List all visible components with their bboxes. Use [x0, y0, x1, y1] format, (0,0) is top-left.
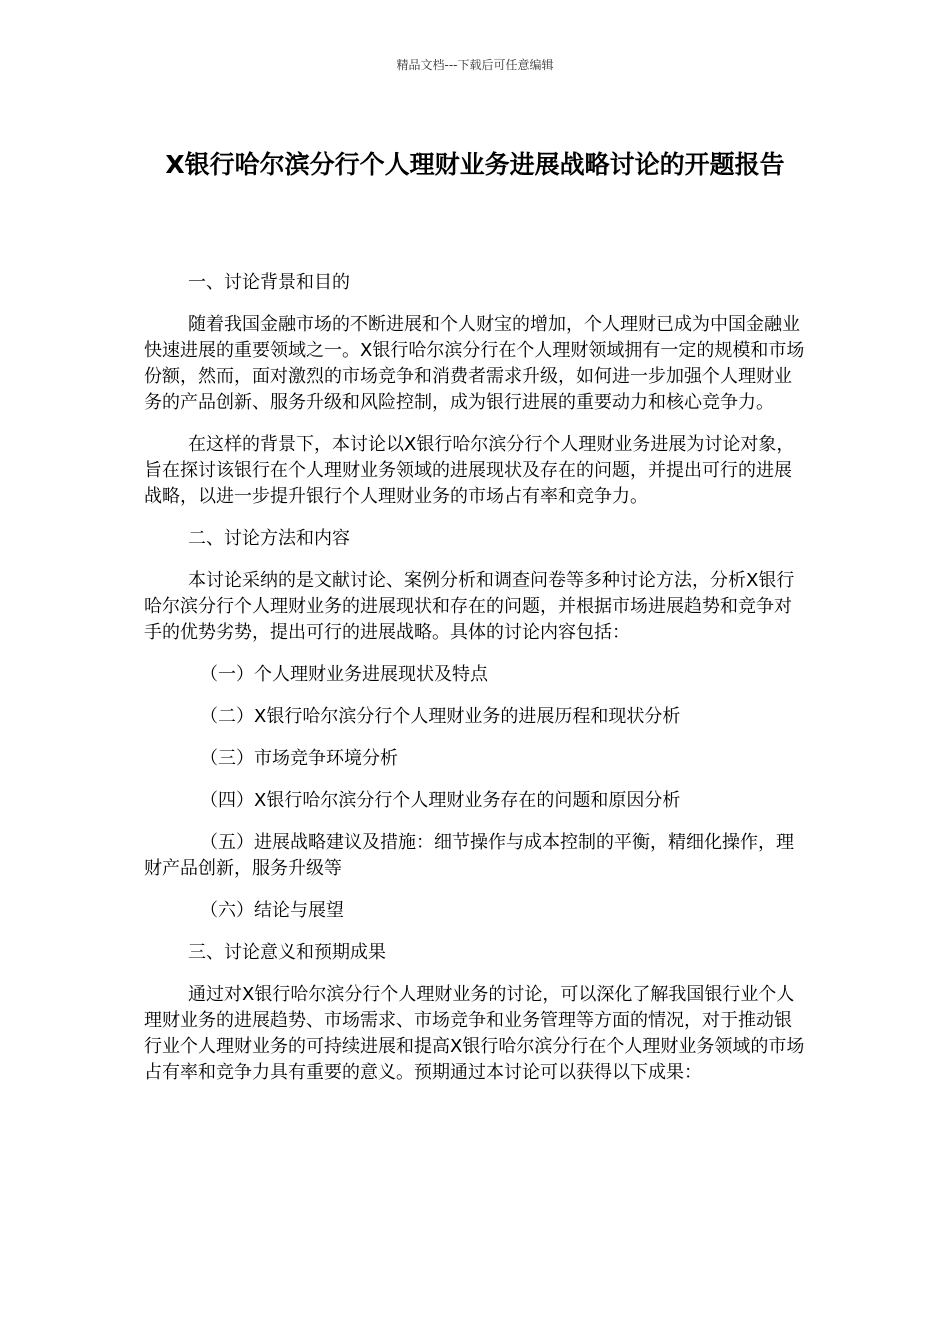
- list-item: （二）X银行哈尔滨分行个人理财业务的进展历程和现状分析: [200, 706, 681, 727]
- body-paragraph: 通过对X银行哈尔滨分行个人理财业务的讨论，可以深化了解我国银行业个人理财业务的进展趋势、市场需求、市场竞争和业务管理等方面的情况，对于推动银行业个人理财业务的可持续进展和提高X银行哈尔滨分行在个人理财业务领域的市场占有率和竞争力具有重要的意义。预期通过本讨论可以获得以下成果：: [144, 984, 805, 1083]
- section-heading: 一、讨论背景和目的: [188, 272, 350, 293]
- list-item: （一）个人理财业务进展现状及特点: [200, 664, 488, 685]
- section-heading: 三、讨论意义和预期成果: [188, 942, 386, 963]
- section-heading: 二、讨论方法和内容: [188, 528, 350, 549]
- body-paragraph: 在这样的背景下，本讨论以X银行哈尔滨分行个人理财业务进展为讨论对象，旨在探讨该银行在个人理财业务领域的进展现状及存在的问题，并提出可行的进展战略，以进一步提升银行个人理财业务的市场占有率和竞争力。: [144, 434, 795, 507]
- list-item: （四）X银行哈尔滨分行个人理财业务存在的问题和原因分析: [200, 790, 681, 811]
- document-body: [144, 270, 808, 1102]
- list-item: （五）进展战略建议及措施：细节操作与成本控制的平衡，精细化操作，理财产品创新，服务升级等: [144, 832, 794, 879]
- page-header-note: 精品文档---下载后可任意编辑: [396, 58, 554, 72]
- document-title: X银行哈尔滨分行个人理财业务进展战略讨论的开题报告: [165, 150, 785, 179]
- body-paragraph: 随着我国金融市场的不断进展和个人财宝的增加，个人理财已成为中国金融业快速进展的重要领域之一。X银行哈尔滨分行在个人理财领域拥有一定的规模和市场份额，然而，面对激烈的市场竞争和消费者需求升级，如何进一步加强个人理财业务的产品创新、服务升级和风险控制，成为银行进展的重要动力和核心竞争力。: [144, 314, 805, 413]
- body-paragraph: 本讨论采纳的是文献讨论、案例分析和调查问卷等多种讨论方法，分析X银行哈尔滨分行个人理财业务的进展现状和存在的问题，并根据市场进展趋势和竞争对手的优势劣势，提出可行的进展战略。具体的讨论内容包括：: [144, 570, 795, 643]
- list-item: （六）结论与展望: [200, 900, 344, 921]
- list-item: （三）市场竞争环境分析: [200, 748, 398, 769]
